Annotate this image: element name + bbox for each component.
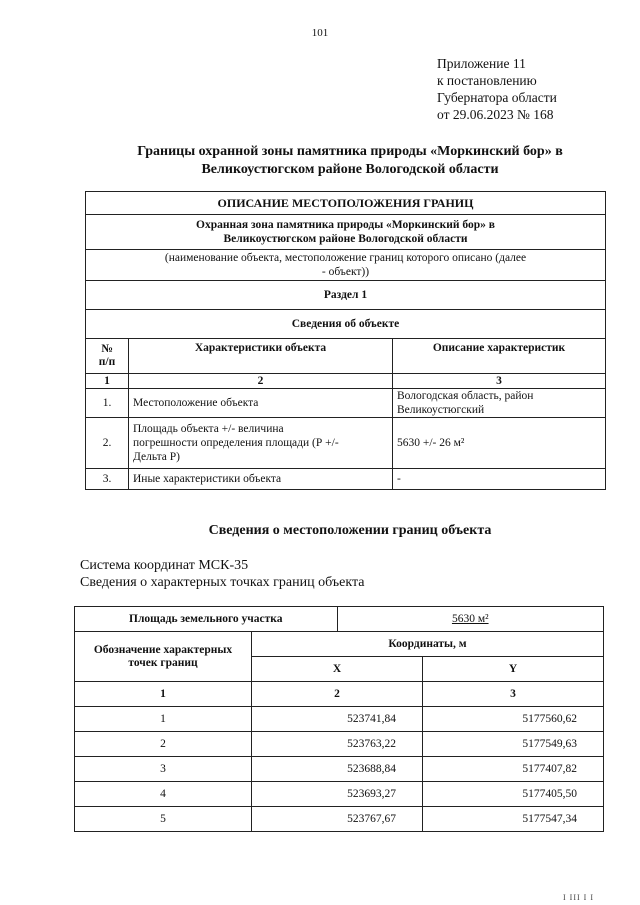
section-title: Сведения об объекте xyxy=(86,310,606,339)
column-header-description: Описание характеристик xyxy=(393,339,606,374)
column-header-point xyxy=(75,632,252,682)
index-cell: 1 xyxy=(75,682,252,707)
object-description-table xyxy=(85,191,606,490)
column-header-y: Y xyxy=(423,657,604,682)
row-number: 2. xyxy=(86,418,129,469)
section-heading: Сведения о местоположении границ объекта xyxy=(208,523,492,538)
characteristic-line: Дельта Р) xyxy=(133,451,181,463)
index-cell: 3 xyxy=(393,374,606,389)
header-line: точек границ xyxy=(128,656,198,669)
row-description: - xyxy=(393,469,606,490)
index-cell: 3 xyxy=(423,682,604,707)
row-description xyxy=(393,389,606,418)
index-cell: 1 xyxy=(86,374,129,389)
header-line: № xyxy=(101,343,113,355)
object-name-line: Великоустюгском районе Вологодской области xyxy=(223,233,468,245)
area-value-text: 5630 м² xyxy=(451,613,489,625)
y-value: 5177560,62 xyxy=(423,707,604,732)
y-value: 5177549,63 xyxy=(423,732,604,757)
y-value: 5177405,50 xyxy=(423,782,604,807)
footer-marks: I III I I xyxy=(563,893,594,902)
point-label: 1 xyxy=(75,707,252,732)
document-title xyxy=(80,143,620,179)
points-caption: Сведения о характерных точках границ объекта xyxy=(80,575,365,590)
x-value: 523767,67 xyxy=(252,807,423,832)
index-cell: 2 xyxy=(129,374,393,389)
header-line: п/п xyxy=(98,356,116,368)
area-value xyxy=(337,607,604,632)
row-characteristic: Местоположение объекта xyxy=(129,389,393,418)
section-label: Раздел 1 xyxy=(86,281,606,310)
table-row xyxy=(86,469,606,490)
x-value: 523763,22 xyxy=(252,732,423,757)
point-label: 2 xyxy=(75,732,252,757)
area-label: Площадь земельного участка xyxy=(75,607,338,632)
appendix-line: от 29.06.2023 № 168 xyxy=(437,107,554,122)
characteristic-line: Площадь объекта +/- величина xyxy=(133,423,284,435)
table-row xyxy=(75,782,604,807)
appendix-line: к постановлению xyxy=(437,73,537,88)
object-note-line: (наименование объекта, местоположение границ которого описано (далее xyxy=(164,252,527,264)
column-header-number xyxy=(86,339,129,374)
table-row xyxy=(86,389,606,418)
row-description: 5630 +/- 26 м² xyxy=(393,418,606,469)
header-line: Обозначение характерных xyxy=(93,643,233,656)
y-value: 5177407,82 xyxy=(423,757,604,782)
title-line: Великоустюгском районе Вологодской области xyxy=(201,162,499,177)
description-line: Вологодская область, район xyxy=(397,390,534,402)
index-cell: 2 xyxy=(252,682,423,707)
table-row xyxy=(75,757,604,782)
table-row xyxy=(75,807,604,832)
object-note-line: - объект)) xyxy=(321,266,370,278)
row-characteristic xyxy=(129,418,393,469)
x-value: 523741,84 xyxy=(252,707,423,732)
point-label: 3 xyxy=(75,757,252,782)
appendix-line: Приложение 11 xyxy=(437,56,526,71)
row-characteristic: Иные характеристики объекта xyxy=(129,469,393,490)
column-header-coordinates: Координаты, м xyxy=(252,632,604,657)
page-number: 101 xyxy=(311,27,329,39)
row-number: 1. xyxy=(86,389,129,418)
point-label: 4 xyxy=(75,782,252,807)
y-value: 5177547,34 xyxy=(423,807,604,832)
coordinate-info xyxy=(80,557,364,591)
table-header: ОПИСАНИЕ МЕСТОПОЛОЖЕНИЯ ГРАНИЦ xyxy=(86,192,606,215)
title-line: Границы охранной зоны памятника природы «Моркинский бор» в xyxy=(137,144,563,159)
column-header-x: X xyxy=(252,657,423,682)
table-row xyxy=(75,707,604,732)
object-note xyxy=(86,250,606,281)
row-number: 3. xyxy=(86,469,129,490)
appendix-block xyxy=(437,55,557,123)
column-header-characteristic: Характеристики объекта xyxy=(129,339,393,374)
coordinate-system: Система координат МСК-35 xyxy=(80,558,249,573)
object-name-line: Охранная зона памятника природы «Моркинский бор» в xyxy=(196,219,495,231)
point-label: 5 xyxy=(75,807,252,832)
table-row xyxy=(86,418,606,469)
description-line: Великоустюгский xyxy=(397,404,485,416)
table-row xyxy=(75,732,604,757)
appendix-line: Губернатора области xyxy=(437,90,557,105)
x-value: 523688,84 xyxy=(252,757,423,782)
boundary-points-table xyxy=(74,606,604,832)
characteristic-line: погрешности определения площади (Р +/- xyxy=(133,437,339,449)
object-name xyxy=(86,215,606,250)
x-value: 523693,27 xyxy=(252,782,423,807)
